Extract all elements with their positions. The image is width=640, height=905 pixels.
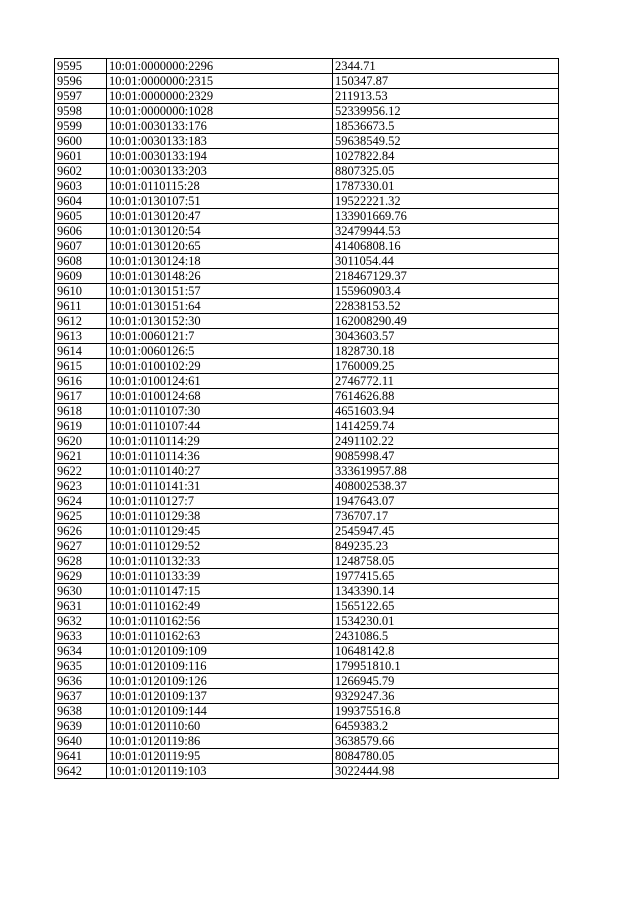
table-row (55, 569, 559, 584)
value-cell: 849235.23 (333, 539, 559, 554)
row-number-cell: 9608 (55, 254, 107, 269)
table-row (55, 329, 559, 344)
table-row (55, 194, 559, 209)
row-number-cell: 9619 (55, 419, 107, 434)
value-cell: 3011054.44 (333, 254, 559, 269)
row-number-cell: 9641 (55, 749, 107, 764)
cadastral-number-cell: 10:01:0030133:203 (107, 164, 333, 179)
row-number-cell: 9595 (55, 59, 107, 74)
value-cell: 3043603.57 (333, 329, 559, 344)
cadastral-number-cell: 10:01:0100124:68 (107, 389, 333, 404)
value-cell: 1534230.01 (333, 614, 559, 629)
row-number-cell: 9627 (55, 539, 107, 554)
table-row (55, 284, 559, 299)
table-row (55, 659, 559, 674)
cadastral-number-cell: 10:01:0130124:18 (107, 254, 333, 269)
row-number-cell: 9606 (55, 224, 107, 239)
row-number-cell: 9624 (55, 494, 107, 509)
row-number-cell: 9626 (55, 524, 107, 539)
table-row (55, 89, 559, 104)
row-number-cell: 9600 (55, 134, 107, 149)
value-cell: 150347.87 (333, 74, 559, 89)
table-row (55, 734, 559, 749)
cadastral-number-cell: 10:01:0130120:65 (107, 239, 333, 254)
cadastral-number-cell: 10:01:0110129:38 (107, 509, 333, 524)
value-cell: 1947643.07 (333, 494, 559, 509)
row-number-cell: 9631 (55, 599, 107, 614)
row-number-cell: 9603 (55, 179, 107, 194)
table-row (55, 629, 559, 644)
row-number-cell: 9611 (55, 299, 107, 314)
table-row (55, 524, 559, 539)
cadastral-number-cell: 10:01:0120119:86 (107, 734, 333, 749)
value-cell: 1787330.01 (333, 179, 559, 194)
row-number-cell: 9621 (55, 449, 107, 464)
value-cell: 333619957.88 (333, 464, 559, 479)
row-number-cell: 9628 (55, 554, 107, 569)
value-cell: 133901669.76 (333, 209, 559, 224)
value-cell: 2344.71 (333, 59, 559, 74)
cadastral-number-cell: 10:01:0100102:29 (107, 359, 333, 374)
table-row (55, 164, 559, 179)
cadastral-number-cell: 10:01:0030133:194 (107, 149, 333, 164)
cadastral-number-cell: 10:01:0000000:2315 (107, 74, 333, 89)
value-cell: 8807325.05 (333, 164, 559, 179)
table-row (55, 269, 559, 284)
table-row (55, 554, 559, 569)
table-row (55, 749, 559, 764)
value-cell: 211913.53 (333, 89, 559, 104)
cadastral-number-cell: 10:01:0130151:57 (107, 284, 333, 299)
row-number-cell: 9597 (55, 89, 107, 104)
row-number-cell: 9638 (55, 704, 107, 719)
cadastral-number-cell: 10:01:0110115:28 (107, 179, 333, 194)
value-cell: 41406808.16 (333, 239, 559, 254)
value-cell: 19522221.32 (333, 194, 559, 209)
cadastral-number-cell: 10:01:0120109:137 (107, 689, 333, 704)
value-cell: 6459383.2 (333, 719, 559, 734)
table-row (55, 374, 559, 389)
value-cell: 736707.17 (333, 509, 559, 524)
row-number-cell: 9639 (55, 719, 107, 734)
cadastral-number-cell: 10:01:0120109:116 (107, 659, 333, 674)
value-cell: 1027822.84 (333, 149, 559, 164)
value-cell: 1266945.79 (333, 674, 559, 689)
cadastral-number-cell: 10:01:0110114:36 (107, 449, 333, 464)
value-cell: 218467129.37 (333, 269, 559, 284)
cadastral-number-cell: 10:01:0110162:63 (107, 629, 333, 644)
row-number-cell: 9642 (55, 764, 107, 779)
cadastral-number-cell: 10:01:0110107:30 (107, 404, 333, 419)
value-cell: 408002538.37 (333, 479, 559, 494)
value-cell: 4651603.94 (333, 404, 559, 419)
value-cell: 52339956.12 (333, 104, 559, 119)
row-number-cell: 9622 (55, 464, 107, 479)
value-cell: 7614626.88 (333, 389, 559, 404)
value-cell: 1414259.74 (333, 419, 559, 434)
table-row (55, 449, 559, 464)
table-row (55, 149, 559, 164)
cadastral-number-cell: 10:01:0110140:27 (107, 464, 333, 479)
table-row (55, 719, 559, 734)
table-row (55, 119, 559, 134)
data-table (54, 58, 559, 779)
cadastral-number-cell: 10:01:0130148:26 (107, 269, 333, 284)
table-row (55, 419, 559, 434)
value-cell: 1248758.05 (333, 554, 559, 569)
value-cell: 2491102.22 (333, 434, 559, 449)
cadastral-number-cell: 10:01:0110107:44 (107, 419, 333, 434)
table-row (55, 494, 559, 509)
table-row (55, 179, 559, 194)
table-row (55, 254, 559, 269)
row-number-cell: 9633 (55, 629, 107, 644)
cadastral-number-cell: 10:01:0030133:176 (107, 119, 333, 134)
value-cell: 3022444.98 (333, 764, 559, 779)
cadastral-number-cell: 10:01:0120109:126 (107, 674, 333, 689)
value-cell: 32479944.53 (333, 224, 559, 239)
cadastral-number-cell: 10:01:0130120:54 (107, 224, 333, 239)
row-number-cell: 9629 (55, 569, 107, 584)
cadastral-number-cell: 10:01:0130107:51 (107, 194, 333, 209)
value-cell: 22838153.52 (333, 299, 559, 314)
cadastral-number-cell: 10:01:0110133:39 (107, 569, 333, 584)
row-number-cell: 9640 (55, 734, 107, 749)
value-cell: 1977415.65 (333, 569, 559, 584)
row-number-cell: 9632 (55, 614, 107, 629)
row-number-cell: 9607 (55, 239, 107, 254)
table-row (55, 344, 559, 359)
value-cell: 162008290.49 (333, 314, 559, 329)
row-number-cell: 9634 (55, 644, 107, 659)
value-cell: 3638579.66 (333, 734, 559, 749)
value-cell: 179951810.1 (333, 659, 559, 674)
row-number-cell: 9610 (55, 284, 107, 299)
row-number-cell: 9623 (55, 479, 107, 494)
value-cell: 1343390.14 (333, 584, 559, 599)
value-cell: 1760009.25 (333, 359, 559, 374)
table-row (55, 599, 559, 614)
table-row (55, 299, 559, 314)
value-cell: 2431086.5 (333, 629, 559, 644)
row-number-cell: 9618 (55, 404, 107, 419)
table-row (55, 689, 559, 704)
value-cell: 2545947.45 (333, 524, 559, 539)
row-number-cell: 9636 (55, 674, 107, 689)
cadastral-number-cell: 10:01:0110132:33 (107, 554, 333, 569)
row-number-cell: 9617 (55, 389, 107, 404)
table-row (55, 584, 559, 599)
value-cell: 199375516.8 (333, 704, 559, 719)
table-row (55, 764, 559, 779)
row-number-cell: 9605 (55, 209, 107, 224)
cadastral-number-cell: 10:01:0110147:15 (107, 584, 333, 599)
row-number-cell: 9613 (55, 329, 107, 344)
table-row (55, 509, 559, 524)
row-number-cell: 9601 (55, 149, 107, 164)
value-cell: 155960903.4 (333, 284, 559, 299)
table-row (55, 614, 559, 629)
cadastral-number-cell: 10:01:0120110:60 (107, 719, 333, 734)
row-number-cell: 9625 (55, 509, 107, 524)
table-row (55, 59, 559, 74)
cadastral-number-cell: 10:01:0110162:49 (107, 599, 333, 614)
row-number-cell: 9612 (55, 314, 107, 329)
row-number-cell: 9598 (55, 104, 107, 119)
table-row (55, 704, 559, 719)
row-number-cell: 9616 (55, 374, 107, 389)
row-number-cell: 9614 (55, 344, 107, 359)
cadastral-number-cell: 10:01:0110141:31 (107, 479, 333, 494)
cadastral-number-cell: 10:01:0000000:2296 (107, 59, 333, 74)
cadastral-number-cell: 10:01:0110162:56 (107, 614, 333, 629)
row-number-cell: 9630 (55, 584, 107, 599)
cadastral-number-cell: 10:01:0110129:52 (107, 539, 333, 554)
table-row (55, 209, 559, 224)
value-cell: 9329247.36 (333, 689, 559, 704)
value-cell: 2746772.11 (333, 374, 559, 389)
value-cell: 10648142.8 (333, 644, 559, 659)
cadastral-number-cell: 10:01:0120109:144 (107, 704, 333, 719)
cadastral-number-cell: 10:01:0000000:2329 (107, 89, 333, 104)
value-cell: 18536673.5 (333, 119, 559, 134)
table-row (55, 479, 559, 494)
table-row (55, 314, 559, 329)
table-row (55, 134, 559, 149)
table-row (55, 74, 559, 89)
table-row (55, 674, 559, 689)
row-number-cell: 9635 (55, 659, 107, 674)
cadastral-number-cell: 10:01:0130120:47 (107, 209, 333, 224)
cadastral-number-cell: 10:01:0130152:30 (107, 314, 333, 329)
table-row (55, 359, 559, 374)
row-number-cell: 9599 (55, 119, 107, 134)
value-cell: 1565122.65 (333, 599, 559, 614)
cadastral-number-cell: 10:01:0110129:45 (107, 524, 333, 539)
table-row (55, 539, 559, 554)
table-row (55, 104, 559, 119)
cadastral-number-cell: 10:01:0120119:103 (107, 764, 333, 779)
row-number-cell: 9637 (55, 689, 107, 704)
cadastral-number-cell: 10:01:0130151:64 (107, 299, 333, 314)
table-row (55, 464, 559, 479)
table-row (55, 389, 559, 404)
row-number-cell: 9604 (55, 194, 107, 209)
value-cell: 59638549.52 (333, 134, 559, 149)
table-row (55, 404, 559, 419)
cadastral-number-cell: 10:01:0120119:95 (107, 749, 333, 764)
row-number-cell: 9602 (55, 164, 107, 179)
row-number-cell: 9615 (55, 359, 107, 374)
cadastral-number-cell: 10:01:0000000:1028 (107, 104, 333, 119)
table-row (55, 239, 559, 254)
row-number-cell: 9609 (55, 269, 107, 284)
table-row (55, 224, 559, 239)
row-number-cell: 9596 (55, 74, 107, 89)
value-cell: 8084780.05 (333, 749, 559, 764)
table-row (55, 644, 559, 659)
cadastral-number-cell: 10:01:0110127:7 (107, 494, 333, 509)
cadastral-number-cell: 10:01:0030133:183 (107, 134, 333, 149)
cadastral-number-cell: 10:01:0100124:61 (107, 374, 333, 389)
table-row (55, 434, 559, 449)
cadastral-number-cell: 10:01:0120109:109 (107, 644, 333, 659)
row-number-cell: 9620 (55, 434, 107, 449)
cadastral-number-cell: 10:01:0060126:5 (107, 344, 333, 359)
value-cell: 9085998.47 (333, 449, 559, 464)
cadastral-number-cell: 10:01:0110114:29 (107, 434, 333, 449)
value-cell: 1828730.18 (333, 344, 559, 359)
table-body (55, 59, 559, 779)
cadastral-number-cell: 10:01:0060121:7 (107, 329, 333, 344)
